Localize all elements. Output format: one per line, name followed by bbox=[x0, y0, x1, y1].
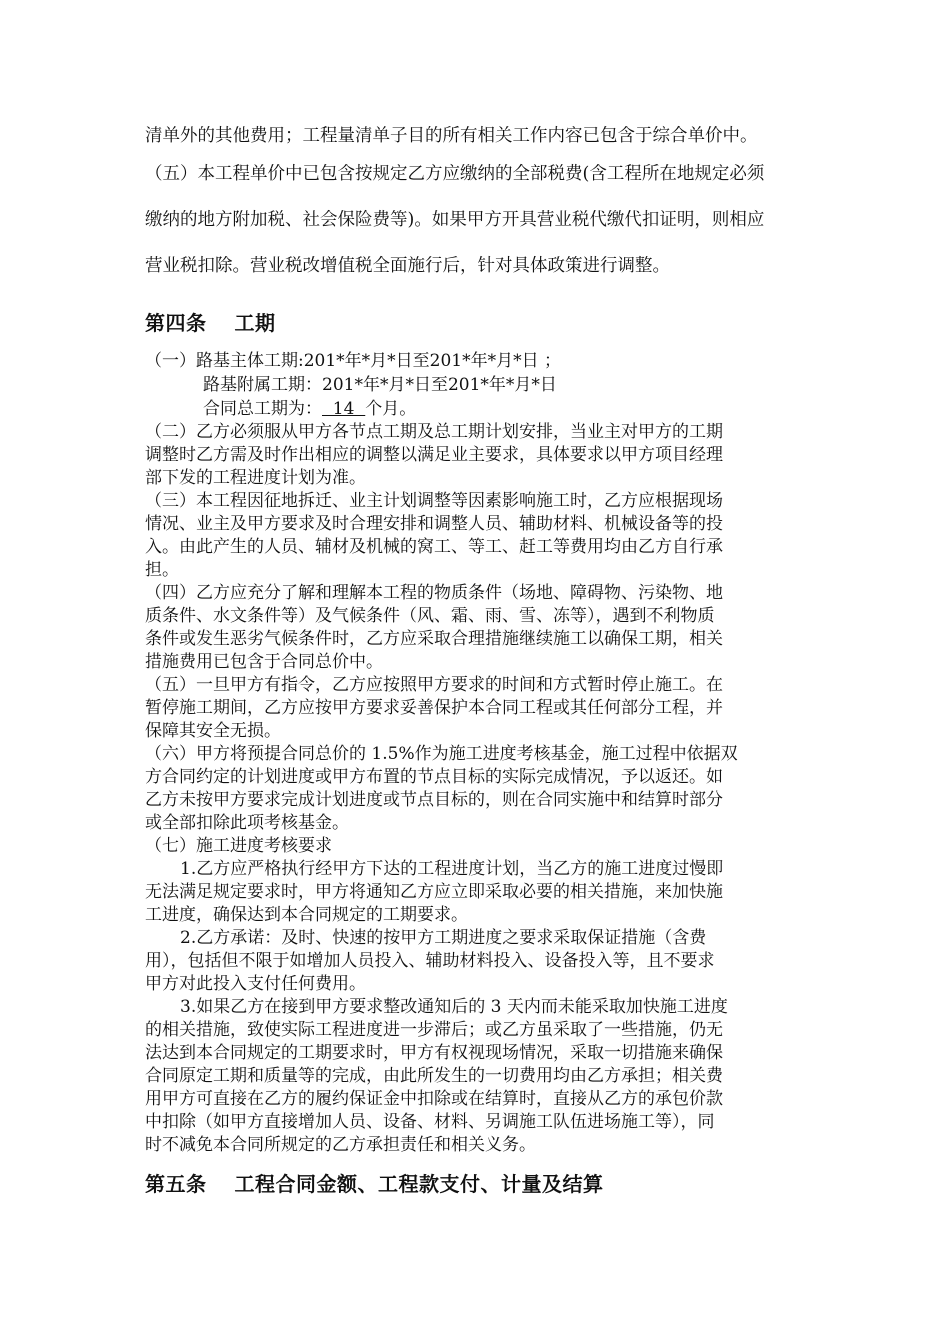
clause-4-line: 措施费用已包含于合同总价中。 bbox=[145, 652, 383, 672]
clause-7-item-2-line: 用），包括但不限于如增加人员投入、辅助材料投入、设备投入等，且不要求 bbox=[145, 951, 715, 971]
clause-2-line: 调整时乙方需及时作出相应的调整以满足业主要求，具体要求以甲方项目经理 bbox=[145, 445, 723, 465]
clause-7-item-1-line: 1.乙方应严格执行经甲方下达的工程进度计划，当乙方的施工进度过慢即 bbox=[180, 859, 724, 879]
clause-7-item-1-line: 工进度，确保达到本合同规定的工期要求。 bbox=[145, 905, 468, 925]
clause-5-line: 暂停施工期间，乙方应按甲方要求妥善保护本合同工程或其任何部分工程，并 bbox=[145, 698, 723, 718]
clause-4-line: （四）乙方应充分了解和理解本工程的物质条件（场地、障碍物、污染物、地 bbox=[145, 583, 723, 603]
clause-3-line: 情况、业主及甲方要求及时合理安排和调整人员、辅助材料、机械设备等的投 bbox=[145, 514, 723, 534]
clause-7-item-1-line: 无法满足规定要求时，甲方将通知乙方应立即采取必要的相关措施，来加快施 bbox=[145, 882, 723, 902]
clause-7-item-3-line: 合同原定工期和质量等的完成，由此所发生的一切费用均由乙方承担；相关费 bbox=[145, 1066, 723, 1086]
clause-1-line: （一）路基主体工期:201*年*月*日至201*年*月*日 ； bbox=[145, 351, 562, 371]
clause-5-line: 保障其安全无损。 bbox=[145, 721, 281, 741]
clause-3-line: 担。 bbox=[145, 560, 179, 580]
clause-3-line: 入。由此产生的人员、辅材及机械的窝工、等工、赶工等费用均由乙方自行承 bbox=[145, 537, 723, 557]
intro-line: 缴纳的地方附加税、社会保险费等)。如果甲方开具营业税代缴代扣证明，则相应 bbox=[145, 210, 765, 230]
clause-6-line: 方合同约定的计划进度或甲方布置的节点目标的实际完成情况，予以返还。如 bbox=[145, 767, 723, 787]
total-duration-value: 14 bbox=[322, 399, 366, 419]
article-4-title: 工期 bbox=[234, 311, 276, 335]
intro-line: （五）本工程单价中已包含按规定乙方应缴纳的全部税费(含工程所在地规定必须 bbox=[145, 164, 765, 184]
clause-4-line: 条件或发生恶劣气候条件时，乙方应采取合理措施继续施工以确保工期，相关 bbox=[145, 629, 723, 649]
clause-6-line: 或全部扣除此项考核基金。 bbox=[145, 813, 349, 833]
intro-line: 清单外的其他费用；工程量清单子目的所有相关工作内容已包含于综合单价中。 bbox=[145, 126, 758, 146]
intro-line: 营业税扣除。营业税改增值税全面施行后，针对具体政策进行调整。 bbox=[145, 256, 670, 276]
clause-5-line: （五）一旦甲方有指令，乙方应按照甲方要求的时间和方式暂时停止施工。在 bbox=[145, 675, 723, 695]
article-5-title: 工程合同金额、工程款支付、计量及结算 bbox=[234, 1172, 604, 1196]
article-5-number: 第五条 bbox=[145, 1172, 207, 1196]
clause-7-item-2-line: 2.乙方承诺：及时、快速的按甲方工期进度之要求采取保证措施（含费 bbox=[180, 928, 707, 948]
clause-7-item-2-line: 甲方对此投入支付任何费用。 bbox=[145, 974, 366, 994]
clause-1-line: 路基附属工期：201*年*月*日至201*年*月*日 bbox=[203, 375, 557, 395]
clause-7-title: （七）施工进度考核要求 bbox=[145, 836, 332, 856]
article-5-heading bbox=[145, 1168, 604, 1197]
clause-7-item-3-line: 时不减免本合同所规定的乙方承担责任和相关义务。 bbox=[145, 1135, 536, 1155]
clause-2-line: （二）乙方必须服从甲方各节点工期及总工期计划安排，当业主对甲方的工期 bbox=[145, 422, 723, 442]
total-duration-label: 合同总工期为： bbox=[203, 399, 322, 419]
clause-3-line: （三）本工程因征地拆迁、业主计划调整等因素影响施工时，乙方应根据现场 bbox=[145, 491, 723, 511]
clause-7-item-3-line: 法达到本合同规定的工期要求时，甲方有权视现场情况，采取一切措施来确保 bbox=[145, 1043, 723, 1063]
clause-4-line: 质条件、水文条件等）及气候条件（风、霜、雨、雪、冻等），遇到不利物质 bbox=[145, 606, 715, 626]
article-4-heading bbox=[145, 307, 276, 336]
clause-6-line: （六）甲方将预提合同总价的 1.5%作为施工进度考核基金，施工过程中依据双 bbox=[145, 744, 738, 764]
clause-2-line: 部下发的工程进度计划为准。 bbox=[145, 468, 366, 488]
clause-7-item-3-line: 3.如果乙方在接到甲方要求整改通知后的 3 天内而未能采取加快施工进度 bbox=[180, 997, 728, 1017]
total-duration-unit: 个月。 bbox=[365, 399, 417, 419]
clause-7-item-3-line: 中扣除（如甲方直接增加人员、设备、材料、另调施工队伍进场施工等），同 bbox=[145, 1112, 715, 1132]
clause-6-line: 乙方未按甲方要求完成计划进度或节点目标的，则在合同实施中和结算时部分 bbox=[145, 790, 723, 810]
article-4-number: 第四条 bbox=[145, 311, 207, 335]
clause-7-item-3-line: 用甲方可直接在乙方的履约保证金中扣除或在结算时，直接从乙方的承包价款 bbox=[145, 1089, 723, 1109]
clause-7-item-3-line: 的相关措施，致使实际工程进度进一步滞后；或乙方虽采取了一些措施，仍无 bbox=[145, 1020, 723, 1040]
clause-1-total-duration bbox=[203, 398, 416, 420]
